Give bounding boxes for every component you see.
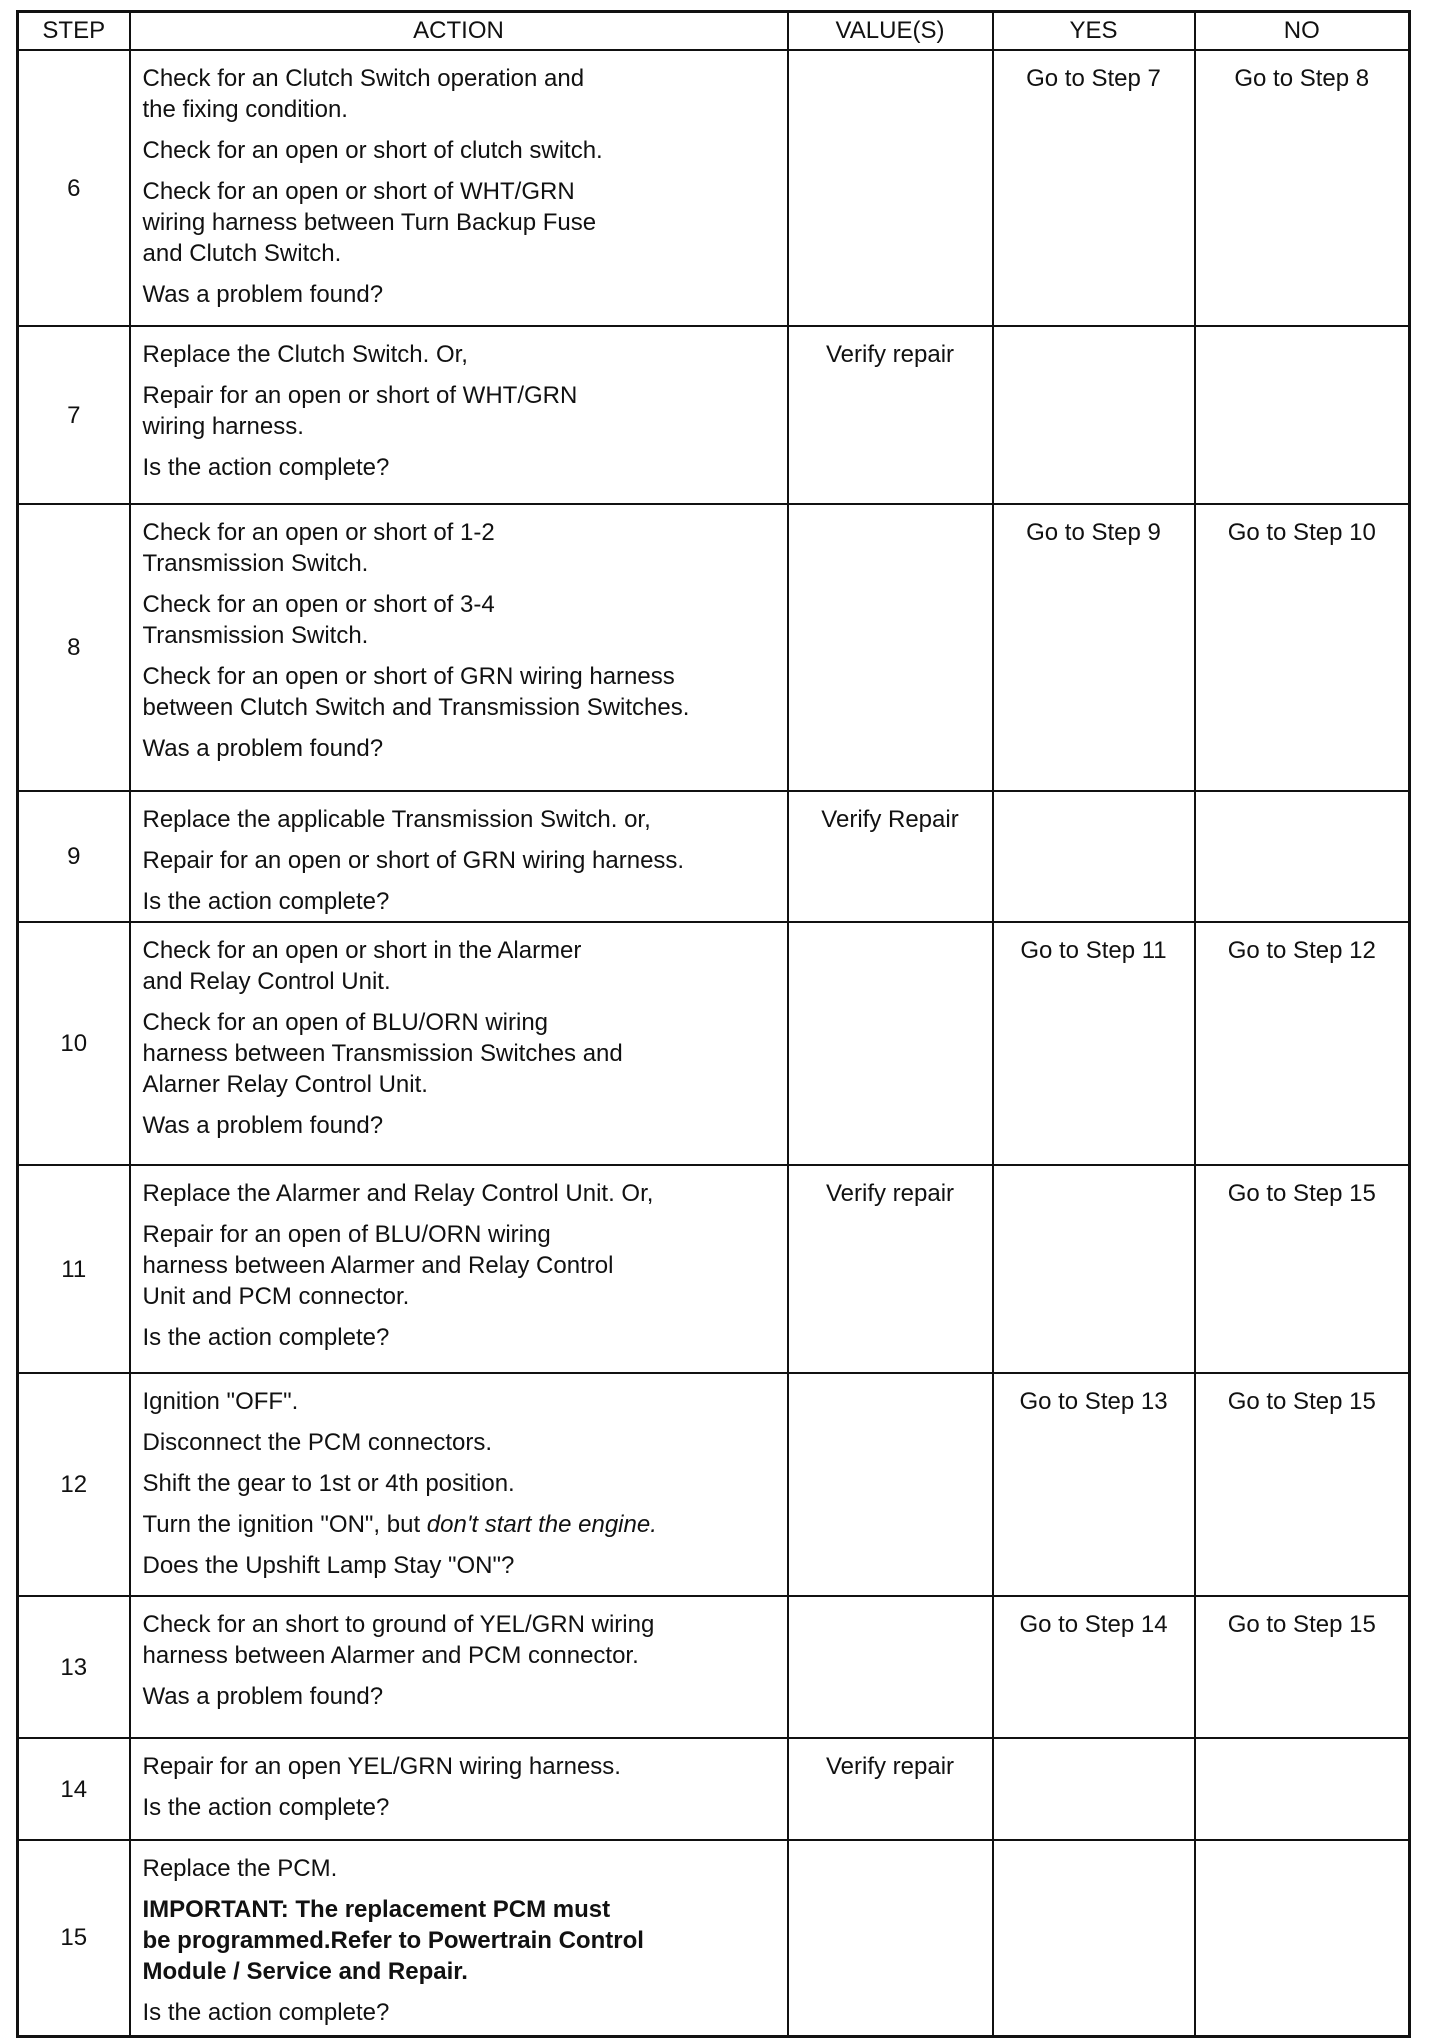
action-cell bbox=[130, 504, 788, 791]
action-cell bbox=[130, 1165, 788, 1373]
step-number: 14 bbox=[18, 1738, 130, 1840]
table-row bbox=[18, 50, 1410, 326]
action-line bbox=[143, 733, 775, 764]
value-cell: Verify repair bbox=[788, 326, 993, 504]
table-row bbox=[18, 922, 1410, 1165]
no-cell bbox=[1195, 1840, 1410, 2036]
action-line bbox=[143, 1007, 775, 1100]
action-emphasis: don't start the engine. bbox=[426, 1511, 657, 1538]
action-text: Was a problem found? bbox=[142, 735, 384, 762]
header-values: VALUE(S) bbox=[788, 12, 993, 51]
action-text: Check for an open of BLU/ORN wiring harness between Transmission Switches and Alarner Relay Control Unit. bbox=[142, 1009, 623, 1098]
action-text: Repair for an open YEL/GRN wiring harness. bbox=[142, 1753, 621, 1780]
action-line bbox=[143, 845, 775, 876]
action-text: Check for an open or short of clutch switch. bbox=[142, 137, 603, 164]
action-line bbox=[143, 1751, 775, 1782]
action-text: Is the action complete? bbox=[142, 1999, 390, 2026]
step-number: 10 bbox=[18, 922, 130, 1165]
action-text: Was a problem found? bbox=[142, 1683, 384, 1710]
action-line bbox=[143, 886, 775, 917]
action-line bbox=[143, 661, 775, 723]
step-number: 8 bbox=[18, 504, 130, 791]
yes-cell bbox=[993, 1840, 1195, 2036]
action-line bbox=[143, 804, 775, 835]
action-text: IMPORTANT: The replacement PCM must be programmed.Refer to Powertrain Control Module / Service and Repair. bbox=[142, 1896, 644, 1985]
action-cell bbox=[130, 326, 788, 504]
yes-cell bbox=[993, 326, 1195, 504]
no-cell bbox=[1195, 326, 1410, 504]
step-number: 12 bbox=[18, 1373, 130, 1596]
yes-cell: Go to Step 9 bbox=[993, 504, 1195, 791]
action-line bbox=[143, 339, 775, 370]
action-text: Ignition "OFF". bbox=[142, 1388, 299, 1415]
action-line bbox=[143, 1792, 775, 1823]
value-cell: Verify repair bbox=[788, 1165, 993, 1373]
action-text: Check for an open or short of WHT/GRN wiring harness between Turn Backup Fuse and Clutch Switch. bbox=[142, 178, 597, 267]
action-text: Was a problem found? bbox=[142, 281, 384, 308]
action-text: Repair for an open or short of GRN wiring harness. bbox=[142, 847, 685, 874]
value-cell bbox=[788, 1596, 993, 1738]
action-line bbox=[143, 1178, 775, 1209]
action-text: Check for an open or short of GRN wiring harness between Clutch Switch and Transmission Switches. bbox=[142, 663, 690, 721]
action-text: Shift the gear to 1st or 4th position. bbox=[142, 1470, 515, 1497]
action-line bbox=[143, 1853, 775, 1884]
action-text: Check for an short to ground of YEL/GRN wiring harness between Alarmer and PCM connector. bbox=[142, 1611, 655, 1669]
value-cell bbox=[788, 1840, 993, 2036]
action-line bbox=[143, 176, 775, 269]
action-cell bbox=[130, 1373, 788, 1596]
action-text: Was a problem found? bbox=[142, 1112, 384, 1139]
table-row bbox=[18, 1738, 1410, 1840]
no-cell bbox=[1195, 791, 1410, 922]
action-line bbox=[143, 589, 775, 651]
value-cell: Verify repair bbox=[788, 1738, 993, 1840]
action-text: Replace the PCM. bbox=[142, 1855, 338, 1882]
yes-cell bbox=[993, 1738, 1195, 1840]
step-number: 6 bbox=[18, 50, 130, 326]
header-no: NO bbox=[1195, 12, 1410, 51]
action-line bbox=[143, 1322, 775, 1353]
action-text: Check for an open or short in the Alarmer and Relay Control Unit. bbox=[142, 937, 582, 995]
action-line bbox=[143, 63, 775, 125]
action-line bbox=[143, 1386, 775, 1417]
table-row bbox=[18, 1373, 1410, 1596]
action-cell bbox=[130, 922, 788, 1165]
yes-cell: Go to Step 14 bbox=[993, 1596, 1195, 1738]
action-cell bbox=[130, 50, 788, 326]
action-text: Replace the applicable Transmission Switch. or, bbox=[142, 806, 651, 833]
yes-cell bbox=[993, 791, 1195, 922]
important-note bbox=[143, 1894, 775, 1987]
value-cell: Verify Repair bbox=[788, 791, 993, 922]
no-cell: Go to Step 15 bbox=[1195, 1373, 1410, 1596]
header-yes: YES bbox=[993, 12, 1195, 51]
action-line bbox=[143, 1427, 775, 1458]
action-text: Repair for an open or short of WHT/GRN wiring harness. bbox=[142, 382, 578, 440]
action-line bbox=[143, 517, 775, 579]
action-line bbox=[143, 135, 775, 166]
action-text: Is the action complete? bbox=[142, 1794, 390, 1821]
action-line bbox=[143, 1110, 775, 1141]
action-line bbox=[143, 1550, 775, 1581]
no-cell: Go to Step 15 bbox=[1195, 1165, 1410, 1373]
table-body bbox=[18, 50, 1410, 2036]
table-row bbox=[18, 1840, 1410, 2036]
action-cell bbox=[130, 1596, 788, 1738]
no-cell: Go to Step 8 bbox=[1195, 50, 1410, 326]
action-text: Is the action complete? bbox=[142, 1324, 390, 1351]
table-row bbox=[18, 791, 1410, 922]
no-cell: Go to Step 12 bbox=[1195, 922, 1410, 1165]
action-cell bbox=[130, 1738, 788, 1840]
value-cell bbox=[788, 50, 993, 326]
header-action: ACTION bbox=[130, 12, 788, 51]
action-text: Is the action complete? bbox=[142, 888, 390, 915]
no-cell: Go to Step 10 bbox=[1195, 504, 1410, 791]
header-row bbox=[18, 12, 1410, 51]
yes-cell: Go to Step 11 bbox=[993, 922, 1195, 1165]
action-line bbox=[143, 1468, 775, 1499]
step-number: 7 bbox=[18, 326, 130, 504]
diagnostic-table bbox=[16, 10, 1411, 2038]
action-line bbox=[143, 1219, 775, 1312]
step-number: 11 bbox=[18, 1165, 130, 1373]
action-text: Replace the Alarmer and Relay Control Unit. Or, bbox=[142, 1180, 654, 1207]
header-step: STEP bbox=[18, 12, 130, 51]
action-text: Repair for an open of BLU/ORN wiring harness between Alarmer and Relay Control Unit and PCM connector. bbox=[142, 1221, 614, 1310]
action-line bbox=[143, 279, 775, 310]
table-row bbox=[18, 326, 1410, 504]
yes-cell bbox=[993, 1165, 1195, 1373]
action-line bbox=[143, 935, 775, 997]
yes-cell: Go to Step 13 bbox=[993, 1373, 1195, 1596]
step-number: 9 bbox=[18, 791, 130, 922]
action-text: Turn the ignition "ON", but bbox=[142, 1511, 427, 1538]
table-row bbox=[18, 1596, 1410, 1738]
value-cell bbox=[788, 504, 993, 791]
action-text: Check for an Clutch Switch operation and the fixing condition. bbox=[142, 65, 585, 123]
no-cell bbox=[1195, 1738, 1410, 1840]
no-cell: Go to Step 15 bbox=[1195, 1596, 1410, 1738]
action-text: Is the action complete? bbox=[142, 454, 390, 481]
value-cell bbox=[788, 922, 993, 1165]
action-line bbox=[143, 380, 775, 442]
value-cell bbox=[788, 1373, 993, 1596]
action-line bbox=[143, 1609, 775, 1671]
action-cell bbox=[130, 1840, 788, 2036]
action-line bbox=[143, 452, 775, 483]
action-text: Disconnect the PCM connectors. bbox=[142, 1429, 492, 1456]
action-line bbox=[143, 1509, 775, 1540]
table-row bbox=[18, 1165, 1410, 1373]
action-text: Check for an open or short of 1-2 Transmission Switch. bbox=[142, 519, 495, 577]
action-line bbox=[143, 1997, 775, 2028]
step-number: 13 bbox=[18, 1596, 130, 1738]
diagnostic-table-sheet bbox=[16, 10, 1408, 2026]
action-text: Check for an open or short of 3-4 Transmission Switch. bbox=[142, 591, 495, 649]
action-line bbox=[143, 1681, 775, 1712]
step-number: 15 bbox=[18, 1840, 130, 2036]
action-text: Replace the Clutch Switch. Or, bbox=[142, 341, 468, 368]
action-cell bbox=[130, 791, 788, 922]
yes-cell: Go to Step 7 bbox=[993, 50, 1195, 326]
action-text: Does the Upshift Lamp Stay "ON"? bbox=[142, 1552, 515, 1579]
table-row bbox=[18, 504, 1410, 791]
